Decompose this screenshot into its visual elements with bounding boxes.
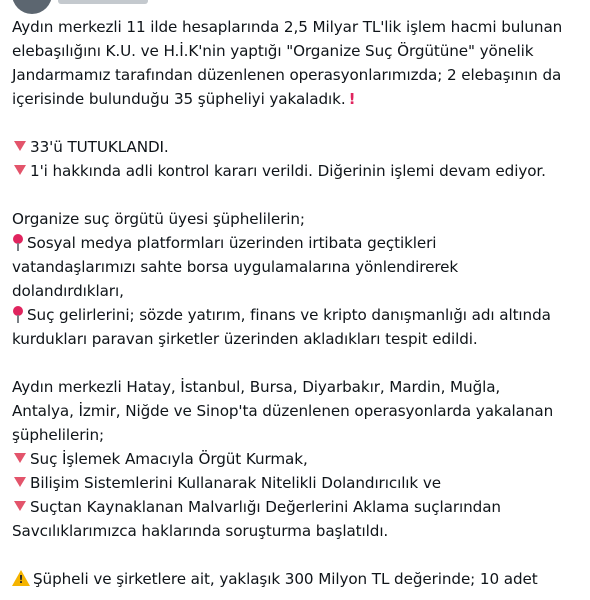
post-line: vatandaşlarımızı sahte borsa uygulamalarına yönlendirerek (12, 258, 459, 276)
round-pushpin-icon (12, 305, 24, 323)
post-line-text: Şüpheli ve şirketlere ait, yaklaşık 300 Milyon TL değerinde; 10 adet (33, 570, 538, 588)
post-line (12, 567, 582, 591)
post-line: elebaşılığını K.U. ve H.İ.K'nin yaptığı "Organize Suç Örgütüne" yönelik (12, 42, 534, 60)
red-down-triangle-icon (14, 453, 26, 463)
round-pushpin-icon (12, 233, 24, 251)
post-line-text: 1'i hakkında adli kontrol kararı verildi. Diğerinin işlemi devam ediyor. (30, 162, 546, 180)
post-line (12, 135, 582, 159)
author-name-cropped[interactable] (58, 0, 148, 4)
author-avatar[interactable] (12, 0, 52, 14)
post-line-text: Suç gelirlerini; sözde yatırım, finans ve kripto danışmanlığı adı altında (27, 306, 551, 324)
post-line: Organize suç örgütü üyesi şüphelilerin; (12, 210, 305, 228)
post-line: Aydın merkezli Hatay, İstanbul, Bursa, Diyarbakır, Mardin, Muğla, (12, 378, 501, 396)
post-line: Jandarmamız tarafından düzenlenen operasyonlarımızda; 2 elebaşının da (12, 66, 562, 84)
red-down-triangle-icon (14, 501, 26, 511)
post-line-text: içerisinde bulunduğu 35 şüpheliyi yakaladık. (12, 90, 346, 108)
red-down-triangle-icon (14, 141, 26, 151)
post-line (12, 303, 582, 327)
post-line: dolandırdıkları, (12, 282, 124, 300)
post-line: Antalya, İzmir, Niğde ve Sinop'ta düzenlenen operasyonlarda yakalanan (12, 402, 554, 420)
post-line: şüphelilerin; (12, 426, 105, 444)
post-line: Aydın merkezli 11 ilde hesaplarında 2,5 Milyar TL'lik işlem hacmi bulunan (12, 18, 563, 36)
post-line (12, 495, 582, 519)
post-line-text: Bilişim Sistemlerini Kullanarak Nitelikli Dolandırıcılık ve (30, 474, 441, 492)
post-line (12, 231, 582, 255)
post-line: Savcılıklarımızca haklarında soruşturma başlatıldı. (12, 522, 389, 540)
post-line (12, 87, 582, 111)
post-text (12, 15, 582, 591)
post-line (12, 159, 582, 183)
post-line-text: 33'ü TUTUKLANDI. (30, 138, 169, 156)
red-down-triangle-icon (14, 477, 26, 487)
post-line-text: Suç İşlemek Amacıyla Örgüt Kurmak, (30, 450, 308, 468)
post-line (12, 447, 582, 471)
post-line-text: Sosyal medya platformları üzerinden irtibata geçtikleri (27, 234, 437, 252)
post-line: kurdukları paravan şirketler üzerinden akladıkları tespit edildi. (12, 330, 478, 348)
red-exclamation-icon: ! (348, 90, 356, 108)
post-line-text: Suçtan Kaynaklanan Malvarlığı Değerlerini Aklama suçlarından (30, 498, 501, 516)
warning-icon: ! (12, 570, 30, 586)
post-line (12, 471, 582, 495)
red-down-triangle-icon (14, 165, 26, 175)
